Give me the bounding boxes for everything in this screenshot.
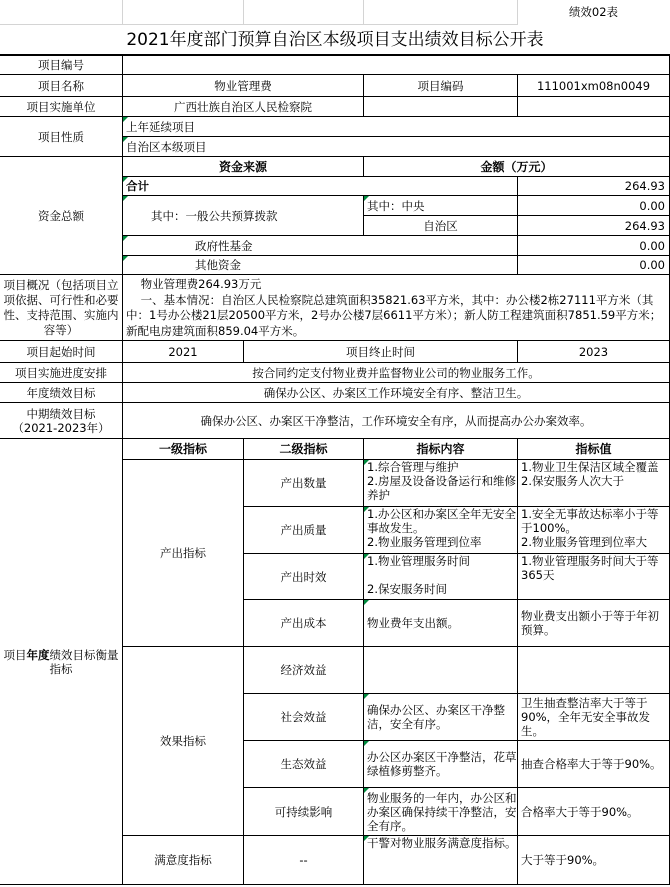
unit-name: 广西壮族自治区人民检察院 [123,97,364,117]
level1-header: 一级指标 [123,439,244,460]
progress-label: 项目实施进度安排 [0,363,123,383]
indicator-content: 1.物业管理服务时间 2.保安服务时间 [364,554,518,600]
end-time-label: 项目终止时间 [244,341,518,363]
indicator-value: 1.物业卫生保洁区域全覆盖 2.保安服务人次大于 [518,460,670,507]
annual-goal-label: 年度绩效目标 [0,383,123,403]
blank-cell [364,97,518,117]
indicator-content: 1.综合管理与维护 2.房屋及设备设备运行和维修养护 [364,460,518,507]
content-header: 指标内容 [364,439,518,460]
sub-indicator: 可持续影响 [244,788,364,836]
indicator-content: 干警对物业服务满意度指标。 [364,836,518,885]
indicator-content: 确保办公区、办案区干净整洁，安全有序。 [364,694,518,741]
blank-cell [0,0,123,25]
indicator-content [364,647,518,694]
blank-cell [364,0,518,25]
gov-fund-amount: 0.00 [518,236,670,256]
unit-label: 项目实施单位 [0,97,123,117]
page-title: 2021年度部门预算自治区本级项目支出绩效目标公开表 [0,25,670,55]
sub-indicator: 社会效益 [244,694,364,741]
end-time: 2023 [518,341,670,363]
project-name: 物业管理费 [123,75,364,97]
blank-cell [244,0,364,25]
start-time-label: 项目起始时间 [0,341,123,363]
sub-indicator: 产出数量 [244,460,364,507]
indicator-value: 1.安全无事故达标率小于等于100%。 2.物业服务管理到位率大 [518,507,670,554]
regional-label: 自治区 [364,216,518,236]
progress-text: 按合同约定支付物业费并监督物业公司的物业服务工作。 [123,363,670,383]
indicator-label: 项目年度绩效目标衡量指标 [0,439,123,885]
sub-indicator: 产出时效 [244,554,364,600]
project-name-label: 项目名称 [0,75,123,97]
indicator-value: 合格率大于等于90%。 [518,788,670,836]
nature-value-2: 自治区本级项目 [123,137,670,157]
satisfaction-indicator: 满意度指标 [123,836,244,885]
project-no-label: 项目编号 [0,55,123,75]
indicator-content: 物业费年支出额。 [364,600,518,647]
total-amount: 264.93 [518,177,670,196]
central-label: 其中：中央 [364,196,518,216]
indicator-value: 大于等于90%。 [518,836,670,885]
indicator-value [518,647,670,694]
amount-header: 金额（万元） [364,157,670,177]
nature-label: 项目性质 [0,117,123,157]
output-indicator: 产出指标 [123,460,244,647]
sub-indicator: -- [244,836,364,885]
project-code: 111001xm08n0049 [518,75,670,97]
indicator-content: 物业服务的一年内，办公区和办案区确保持续干净整洁，安全有序。 [364,788,518,836]
sub-indicator: 生态效益 [244,741,364,788]
form-number: 绩效02表 [568,5,619,19]
annual-goal: 确保办公区、办案区工作环境安全有序、整洁卫生。 [123,383,670,403]
funds-label: 资金总额 [0,157,123,275]
other-fund-label: 其他资金 [123,256,518,275]
overview-label: 项目概况（包括项目立项依据、可行性和必要性、支持范围、实施内容等） [0,275,123,341]
indicator-value: 物业费支出额小于等于年初预算。 [518,600,670,647]
sub-indicator: 产出质量 [244,507,364,554]
nature-value-1: 上年延续项目 [123,117,670,137]
other-fund-amount: 0.00 [518,256,670,275]
value-header: 指标值 [518,439,670,460]
central-amount: 0.00 [518,196,670,216]
indicator-content: 1.办公区和办案区全年无安全事故发生。 2.物业服务管理到位率 [364,507,518,554]
mid-goal: 确保办公区、办案区干净整洁，工作环境安全有序，从而提高办公办案效率。 [123,403,670,439]
fund-source-header: 资金来源 [123,157,364,177]
blank-cell [123,0,244,25]
project-code-label: 项目编码 [364,75,518,97]
regional-amount: 264.93 [518,216,670,236]
indicator-value: 抽查合格率大于等于90%。 [518,741,670,788]
level2-header: 二级指标 [244,439,364,460]
effect-indicator: 效果指标 [123,647,244,836]
general-budget-label: 其中：一般公共预算拨款 [123,196,364,236]
indicator-value: 1.物业管理服务时间大于等365天 [518,554,670,600]
mid-goal-label: 中期绩效目标 （2021-2023年） [0,403,123,439]
sub-indicator: 经济效益 [244,647,364,694]
total-label: 合计 [123,177,518,196]
indicator-value: 卫生抽查整洁率大于等于90%，全年无安全事故发生。 [518,694,670,741]
indicator-content: 办公区办案区干净整洁，花草绿植修剪整齐。 [364,741,518,788]
start-time: 2021 [123,341,244,363]
overview-text: 物业管理费264.93万元 一、基本情况：自治区人民检察院总建筑面积35821.63平方米，其中：办公楼2栋27111平方米（其中：1号办公楼21层20500平方米，2号办公楼7层6611平方米）；新人防工程建筑面积7851.59平方米；新配电房建筑面积859.04平方米。 [123,275,670,341]
project-no-value [123,55,670,75]
sub-indicator: 产出成本 [244,600,364,647]
blank-cell [518,97,670,117]
gov-fund-label: 政府性基金 [123,236,518,256]
